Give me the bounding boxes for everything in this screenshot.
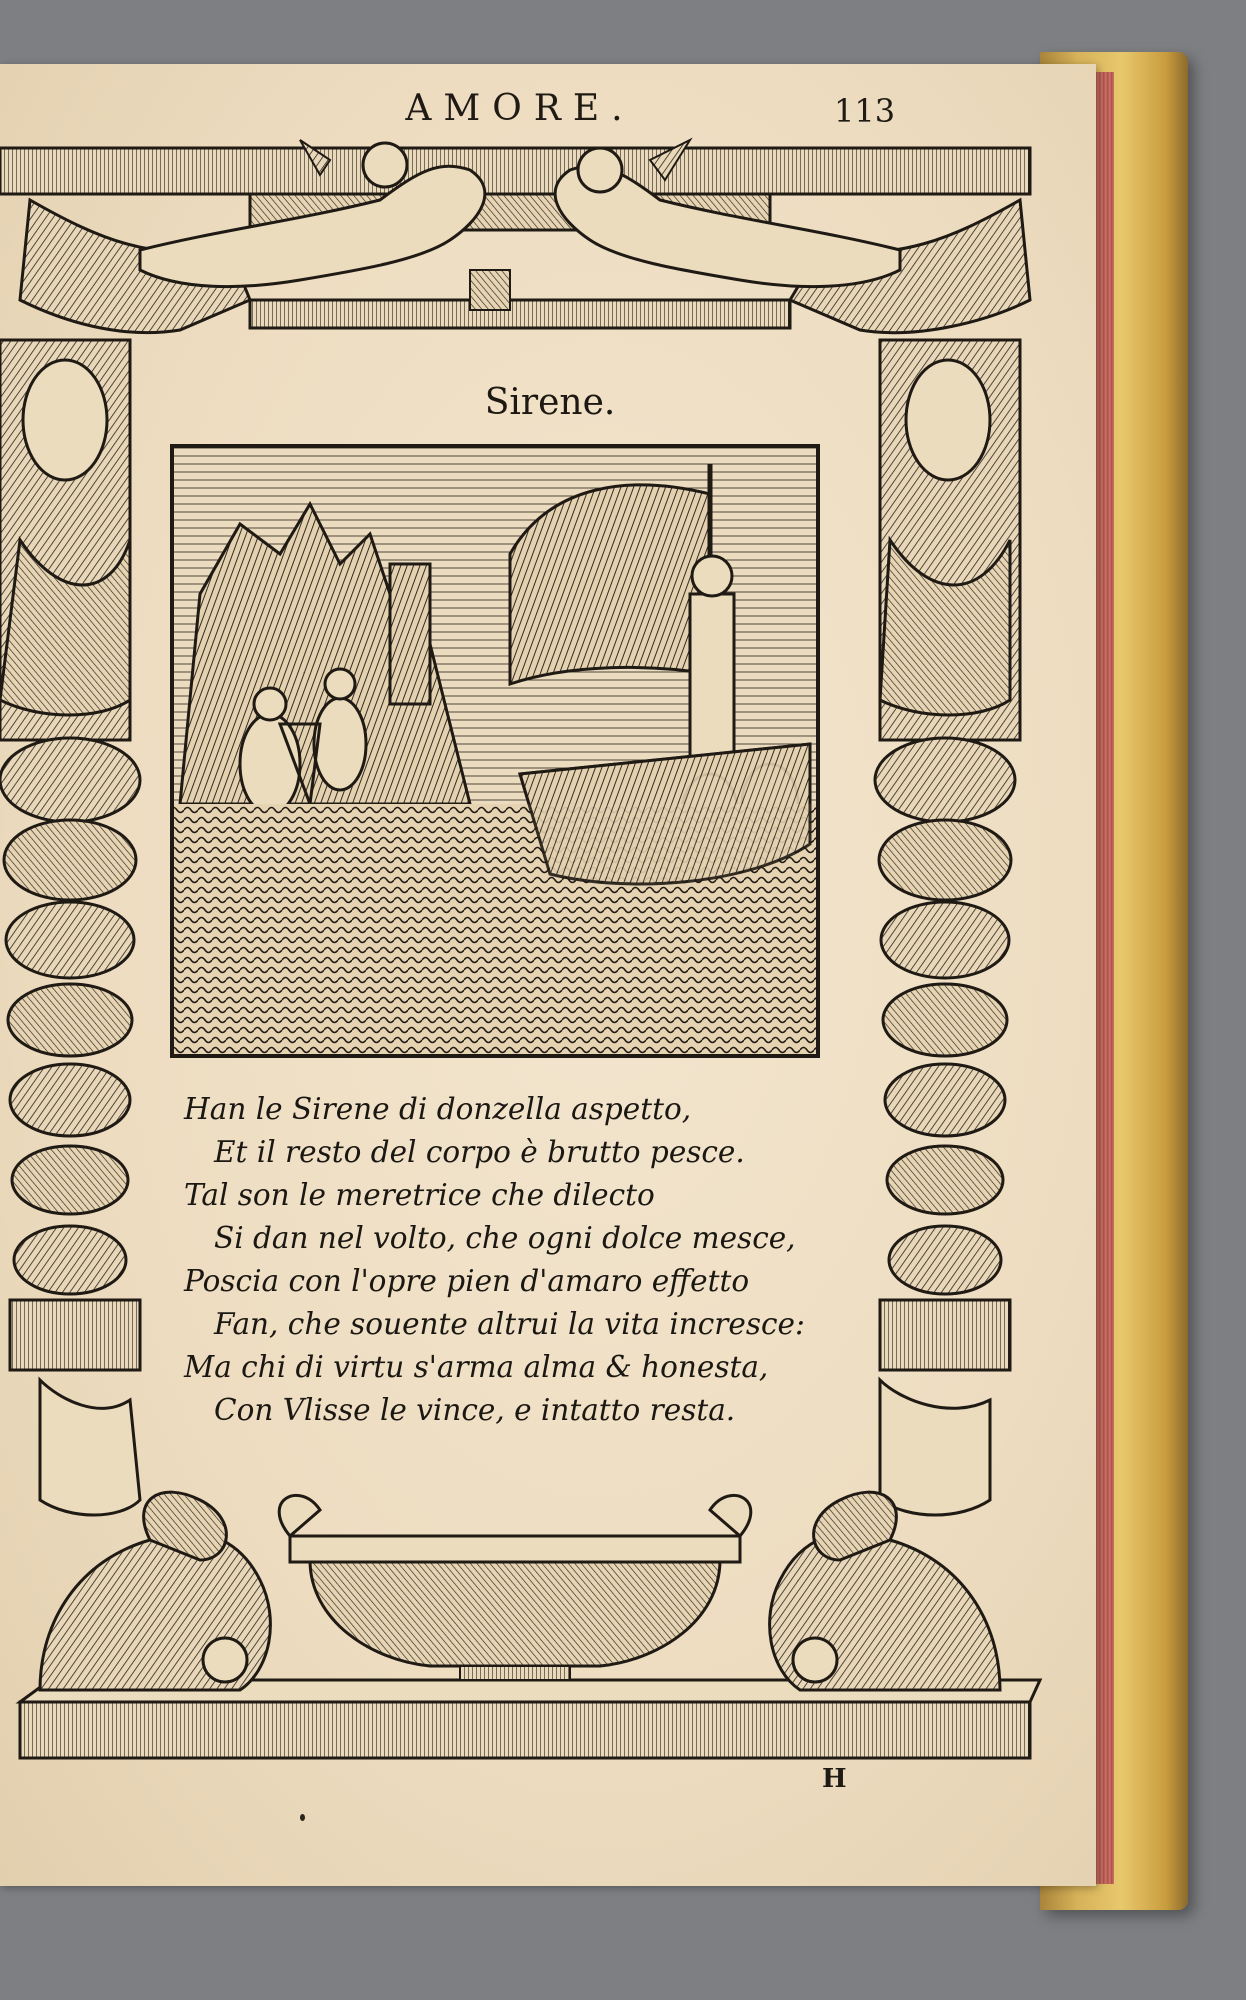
- poem-line: Poscia con l'opre pien d'amaro effetto: [184, 1264, 750, 1298]
- emblem-poem: [184, 1088, 824, 1432]
- frame-left-column: [0, 340, 140, 1515]
- ink-dot: [300, 1814, 305, 1821]
- poem-line: Han le Sirene di donzella aspetto,: [184, 1092, 692, 1126]
- poem-line: Con Vlisse le vince, e intatto resta.: [214, 1393, 736, 1427]
- frame-bottom: [20, 1492, 1040, 1758]
- frame-right-column: [875, 340, 1020, 1515]
- poem-line: Fan, che souente altrui la vita incresce:: [214, 1307, 805, 1341]
- signature-mark: H: [822, 1764, 847, 1794]
- sirens-woodcut-icon: [170, 444, 820, 1058]
- emblem-title: Sirene.: [484, 382, 616, 423]
- poem-line: Ma chi di virtu s'arma alma & honesta,: [184, 1350, 769, 1384]
- poem-line: Tal son le meretrice che dilecto: [184, 1178, 655, 1212]
- page-number: 113: [834, 92, 896, 130]
- frame-top: [0, 140, 1030, 333]
- poem-line: Si dan nel volto, che ogni dolce mesce,: [214, 1221, 796, 1255]
- running-head: AMORE.: [405, 88, 635, 129]
- poem-line: Et il resto del corpo è brutto pesce.: [214, 1135, 745, 1169]
